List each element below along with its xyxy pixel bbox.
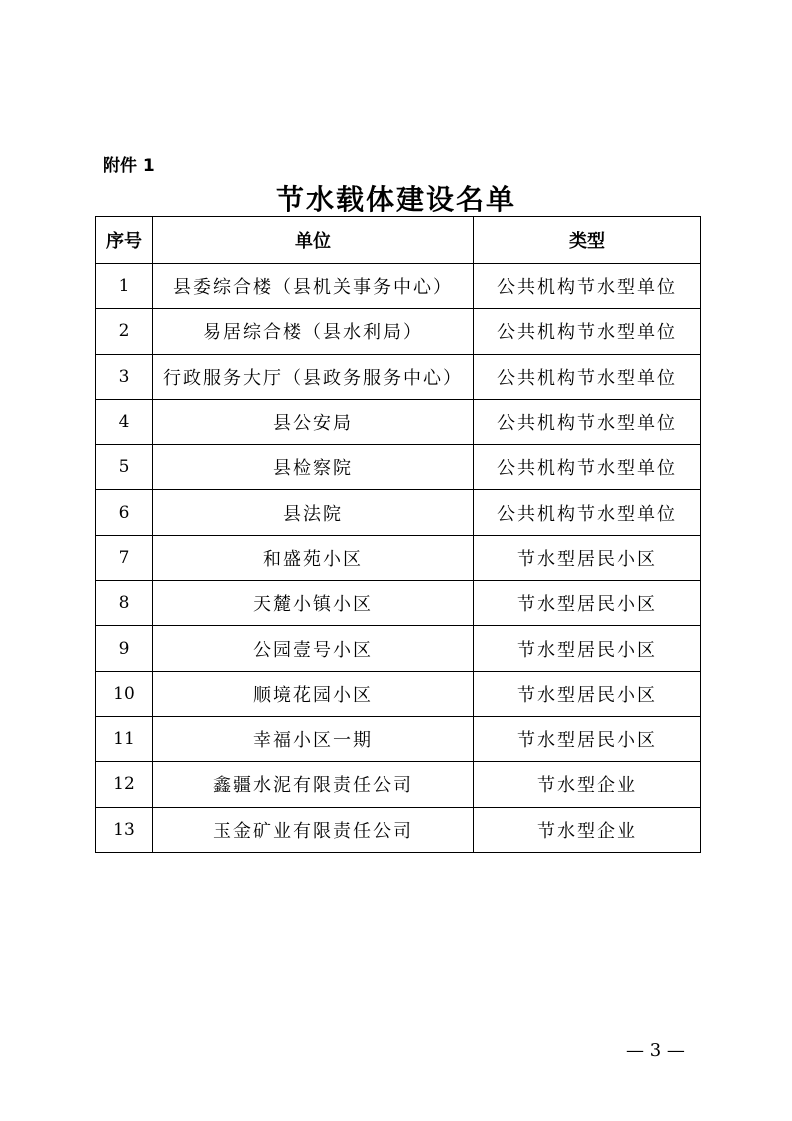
row-type: 公共机构节水型单位 <box>474 264 701 309</box>
row-number: 7 <box>96 535 153 580</box>
row-type: 公共机构节水型单位 <box>474 490 701 535</box>
row-type: 节水型企业 <box>474 762 701 807</box>
document-title: 节水载体建设名单 <box>275 183 516 216</box>
table-row <box>96 490 701 535</box>
row-unit: 顺境花园小区 <box>153 671 474 716</box>
table-header-row <box>96 217 701 264</box>
row-number: 3 <box>96 354 153 399</box>
table-row <box>96 535 701 580</box>
table-row <box>96 309 701 354</box>
row-number: 11 <box>96 716 153 761</box>
table-row <box>96 807 701 852</box>
row-type: 节水型居民小区 <box>474 535 701 580</box>
row-type: 公共机构节水型单位 <box>474 309 701 354</box>
row-unit: 玉金矿业有限责任公司 <box>153 807 474 852</box>
table-row <box>96 716 701 761</box>
row-type: 公共机构节水型单位 <box>474 445 701 490</box>
row-number: 13 <box>96 807 153 852</box>
row-unit: 和盛苑小区 <box>153 535 474 580</box>
row-unit: 县委综合楼（县机关事务中心） <box>153 264 474 309</box>
row-unit: 县法院 <box>153 490 474 535</box>
carrier-list-table <box>95 216 701 853</box>
row-number: 6 <box>96 490 153 535</box>
row-type: 公共机构节水型单位 <box>474 354 701 399</box>
header-type: 类型 <box>474 217 701 264</box>
table-row <box>96 671 701 716</box>
row-number: 1 <box>96 264 153 309</box>
table-row <box>96 354 701 399</box>
row-number: 8 <box>96 581 153 626</box>
row-unit: 县检察院 <box>153 445 474 490</box>
row-type: 节水型居民小区 <box>474 671 701 716</box>
row-number: 5 <box>96 445 153 490</box>
row-unit: 县公安局 <box>153 399 474 444</box>
row-number: 4 <box>96 399 153 444</box>
row-unit: 易居综合楼（县水利局） <box>153 309 474 354</box>
row-number: 2 <box>96 309 153 354</box>
table-row <box>96 626 701 671</box>
row-type: 节水型企业 <box>474 807 701 852</box>
row-type: 节水型居民小区 <box>474 716 701 761</box>
row-number: 12 <box>96 762 153 807</box>
row-number: 9 <box>96 626 153 671</box>
table-row <box>96 445 701 490</box>
attachment-label: 附件 1 <box>103 156 155 176</box>
row-number: 10 <box>96 671 153 716</box>
row-unit: 天麓小镇小区 <box>153 581 474 626</box>
row-unit: 幸福小区一期 <box>153 716 474 761</box>
row-unit: 公园壹号小区 <box>153 626 474 671</box>
row-type: 节水型居民小区 <box>474 581 701 626</box>
row-type: 节水型居民小区 <box>474 626 701 671</box>
page-number: — 3 — <box>626 1040 685 1061</box>
header-serial-number: 序号 <box>96 217 153 264</box>
table-row <box>96 762 701 807</box>
table-row <box>96 581 701 626</box>
table-row <box>96 399 701 444</box>
row-unit: 鑫疆水泥有限责任公司 <box>153 762 474 807</box>
header-unit: 单位 <box>153 217 474 264</box>
table-row <box>96 264 701 309</box>
row-type: 公共机构节水型单位 <box>474 399 701 444</box>
row-unit: 行政服务大厅（县政务服务中心） <box>153 354 474 399</box>
